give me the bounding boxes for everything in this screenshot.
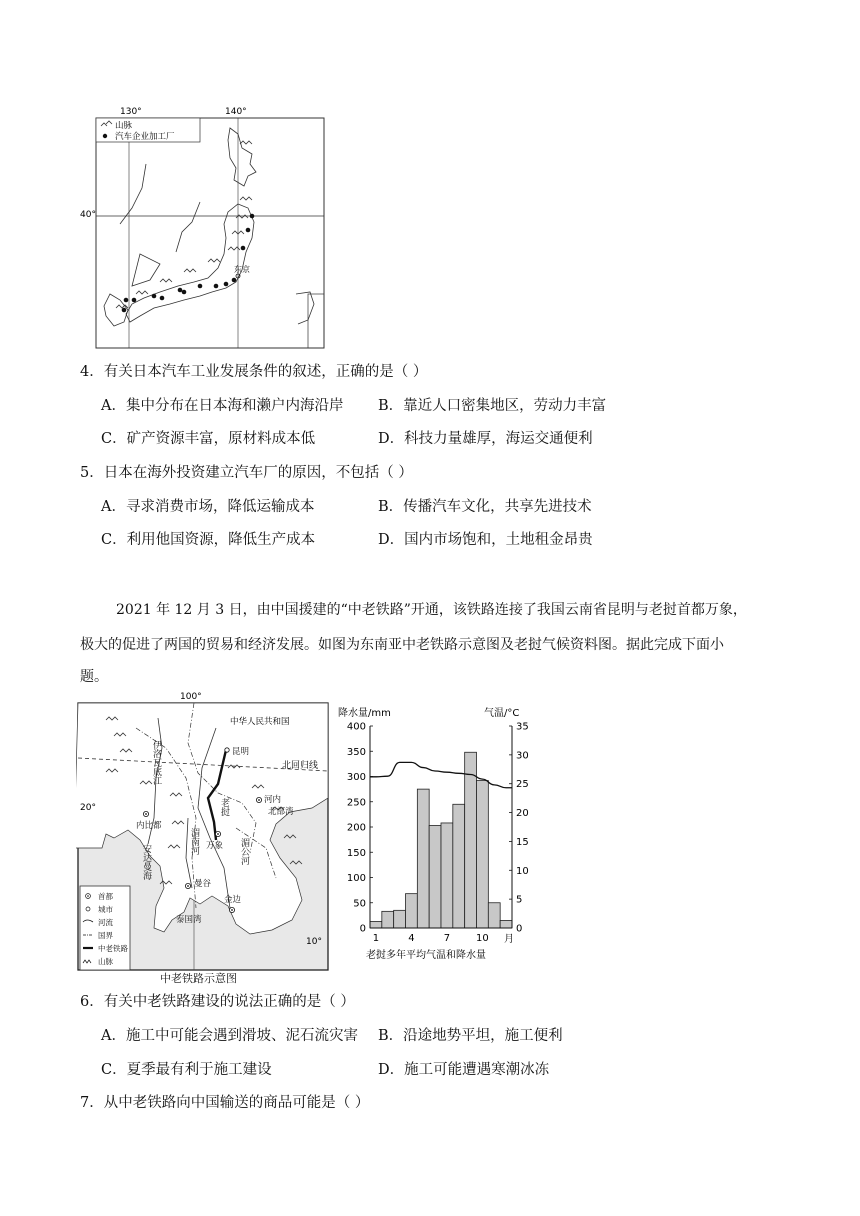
y-tick-label: 50	[353, 898, 366, 910]
place-naypyidaw: 内比都	[136, 821, 162, 831]
chart-title: 老挝多年平均气温和降水量	[366, 950, 486, 961]
place-gulf-of-thailand: 泰国湾	[176, 915, 202, 925]
chart-y2label: 气温/°C	[484, 708, 520, 719]
q4-option-a[interactable]: A．集中分布在日本海和濑户内海沿岸	[101, 398, 344, 414]
lon-label-100: 100°	[180, 692, 202, 702]
y-tick-label: 400	[346, 721, 366, 733]
lat-label-10: 10°	[306, 937, 322, 947]
question-7-stem: 7．从中老铁路向中国输送的商品可能是（ ）	[80, 1095, 370, 1111]
feature-chao-phraya: 湄南河	[189, 828, 199, 855]
temperature-line	[370, 762, 512, 787]
q6-option-c[interactable]: C．夏季最有利于施工建设	[101, 1062, 272, 1078]
x-tick-label: 4	[408, 933, 415, 944]
japan-map-legend	[96, 118, 200, 142]
place-hanoi: 河内	[264, 795, 282, 805]
chart-ylabel: 降水量/mm	[338, 708, 391, 719]
x-tick-label: 7	[443, 933, 451, 944]
legend-river: 河流	[98, 918, 113, 927]
y-tick-label: 200	[346, 822, 366, 834]
y-tick-label: 0	[359, 923, 366, 935]
place-beibu-gulf: 北部湾	[268, 807, 294, 817]
sea-railway-map	[76, 688, 332, 988]
question-6-stem: 6．有关中老铁路建设的说法正确的是（ ）	[80, 994, 355, 1010]
q5-option-b[interactable]: B．传播汽车文化，共享先进技术	[378, 499, 592, 515]
laos-climate-chart	[336, 704, 548, 966]
legend-capital: 首都	[98, 892, 113, 901]
precip-bar-1	[370, 921, 382, 928]
x-tick-label: 10	[476, 933, 489, 944]
chart-xlabel: 月	[504, 934, 514, 945]
y-tick-label: 100	[346, 873, 366, 884]
lon-label-130: 130°	[120, 107, 142, 117]
feature-irrawaddy: 伊洛瓦底江	[151, 740, 161, 785]
country-china: 中华人民共和国	[230, 717, 290, 727]
tropic-label: 北回归线	[282, 761, 319, 771]
y2-tick-label: 0	[516, 923, 523, 935]
q5-option-c[interactable]: C．利用他国资源，降低生产成本	[101, 532, 316, 548]
q5-option-a[interactable]: A．寻求消费市场，降低运输成本	[101, 499, 315, 515]
question-5-stem: 5．日本在海外投资建立汽车厂的原因，不包括（ ）	[80, 465, 413, 481]
place-kunming: 昆明	[232, 747, 250, 757]
passage-line-3: 题。	[80, 669, 108, 685]
precip-bar-7	[441, 823, 453, 928]
city-tokyo: 东京	[234, 265, 250, 274]
lon-label-140: 140°	[225, 107, 247, 117]
factory-legend-icon	[103, 134, 107, 138]
x-tick-label: 1	[372, 933, 380, 944]
q4-option-b[interactable]: B．靠近人口密集地区，劳动力丰富	[378, 398, 607, 414]
y2-tick-label: 25	[516, 779, 529, 791]
feature-mekong: 湄公河	[239, 838, 249, 865]
precip-bar-10	[477, 781, 489, 928]
precip-bar-12	[500, 920, 512, 928]
passage-line-2: 极大的促进了两国的贸易和经济发展。如图为东南亚中老铁路示意图及老挝气候资料图。据此完成下面小	[80, 637, 724, 653]
y2-tick-label: 10	[516, 865, 529, 877]
sea-map-legend	[80, 886, 130, 970]
y-tick-label: 250	[346, 797, 366, 809]
q6-option-b[interactable]: B．沿途地势平坦，施工便利	[378, 1028, 563, 1044]
feature-laos: 老挝	[219, 798, 229, 816]
y2-tick-label: 5	[516, 894, 523, 906]
lat-label-40: 40°	[80, 210, 96, 220]
feature-andaman-sea: 安达曼海	[141, 844, 151, 880]
q4-option-c[interactable]: C．矿产资源丰富，原材料成本低	[101, 431, 316, 447]
y2-tick-label: 20	[516, 808, 529, 820]
precip-bar-2	[382, 911, 394, 928]
legend-railway: 中老铁路	[98, 944, 128, 953]
sea-map-caption: 中老铁路示意图	[160, 972, 237, 985]
y-tick-label: 300	[346, 772, 366, 783]
japan-map	[80, 104, 330, 350]
precip-bar-3	[394, 910, 406, 928]
precip-bar-4	[406, 894, 418, 928]
legend-mountain-range: 山脉	[98, 957, 113, 966]
y-tick-label: 350	[346, 746, 366, 758]
precip-bar-11	[488, 903, 500, 928]
q6-option-d[interactable]: D．施工可能遭遇寒潮冰冻	[378, 1062, 550, 1078]
place-phnom-penh: 金边	[224, 895, 242, 905]
place-vientiane: 万象	[206, 841, 224, 851]
y2-tick-label: 15	[516, 836, 529, 848]
q4-option-d[interactable]: D．科技力量雄厚，海运交通便利	[378, 431, 593, 447]
legend-factory: 汽车企业加工厂	[115, 132, 175, 142]
legend-city: 城市	[98, 905, 113, 914]
legend-border: 国界	[98, 931, 113, 940]
q6-option-a[interactable]: A．施工中可能会遇到滑坡、泥石流灾害	[101, 1028, 358, 1044]
precip-bar-5	[417, 789, 429, 928]
precip-bar-8	[453, 804, 465, 928]
passage-line-1: 2021 年 12 月 3 日，由中国援建的“中老铁路”开通，该铁路连接了我国云南省昆明与老挝首都万象，	[116, 602, 747, 618]
lat-label-20: 20°	[80, 803, 96, 813]
y2-tick-label: 30	[516, 750, 529, 762]
legend-mountain: 山脉	[115, 121, 133, 131]
q5-option-d[interactable]: D．国内市场饱和，土地租金昂贵	[378, 532, 593, 548]
y-tick-label: 150	[346, 847, 366, 859]
y2-tick-label: 35	[516, 721, 529, 733]
precip-bar-9	[465, 752, 477, 928]
precip-bar-6	[429, 825, 441, 928]
place-bangkok: 曼谷	[194, 879, 212, 889]
question-4-stem: 4．有关日本汽车工业发展条件的叙述，正确的是（ ）	[80, 364, 428, 380]
